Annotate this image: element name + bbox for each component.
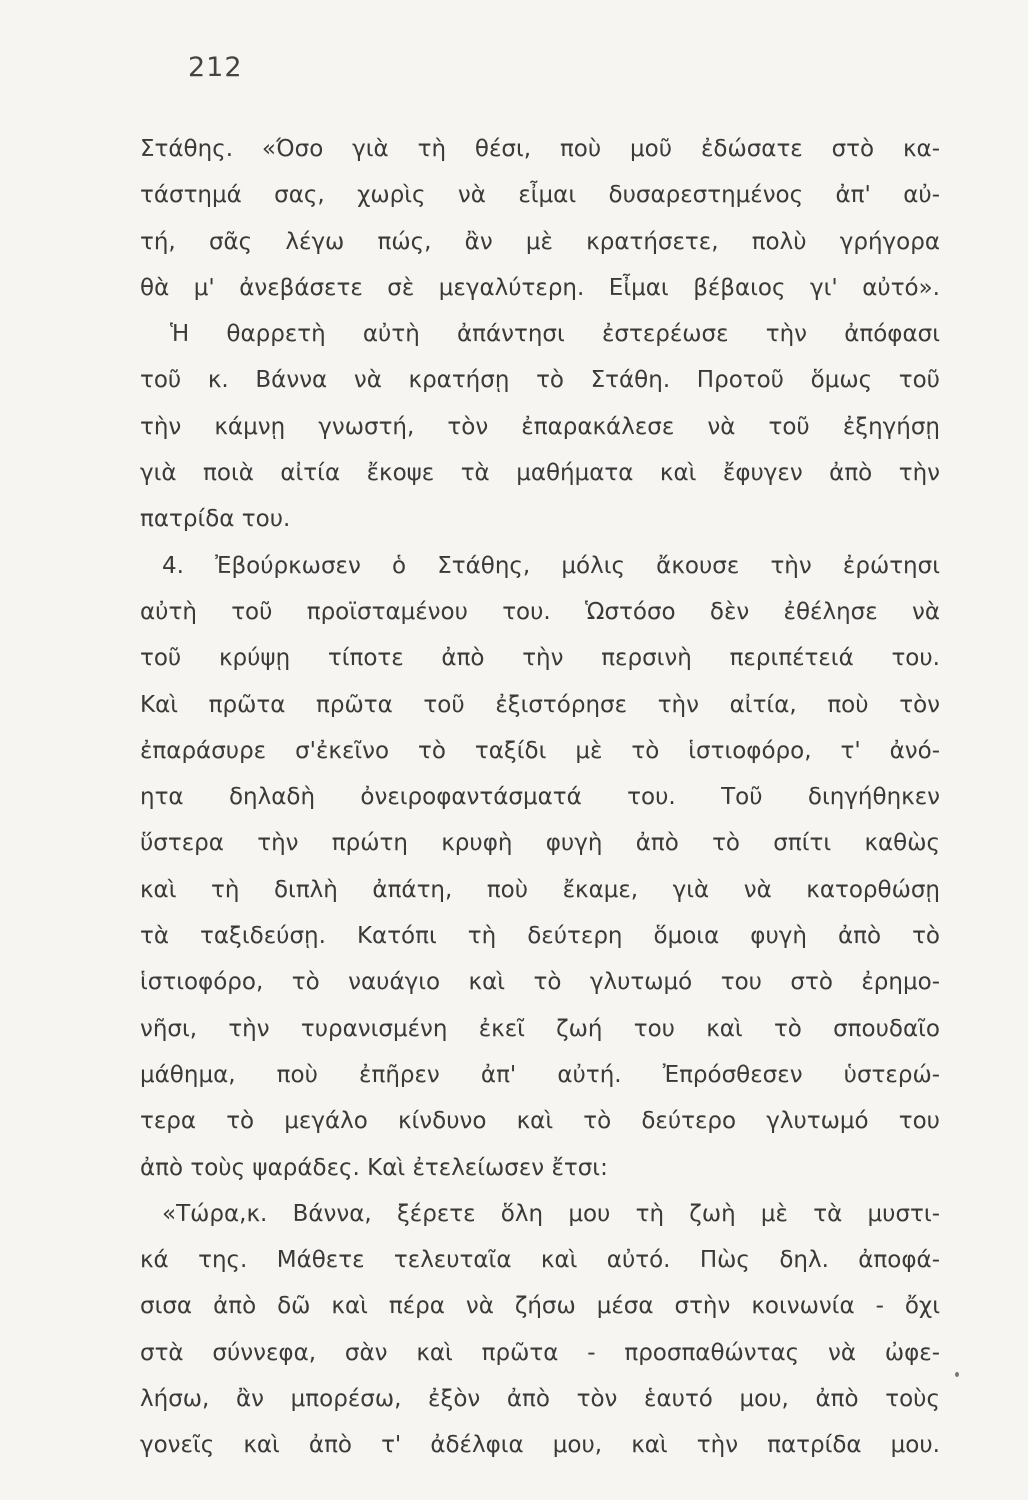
ink-speck <box>955 1372 959 1377</box>
text-line: Ἡ θαρρετὴ αὐτὴ ἀπάντησι ἐστερέωσε τὴν ἀπόφασι <box>170 321 940 348</box>
text-line: τοῦ κ. Βάννα νὰ κρατήσῃ τὸ Στάθη. Προτοῦ ὅμως τοῦ <box>140 367 940 394</box>
text-line: ἀπὸ τοὺς ψαράδες. Καὶ ἐτελείωσεν ἔτσι: <box>140 1154 608 1181</box>
text-line: Στάθης. «Όσο γιὰ τὴ θέσι, ποὺ μοῦ ἐδώσατε στὸ κα- <box>140 136 940 162</box>
text-line: πατρίδα του. <box>140 506 291 533</box>
text-line: σισα ἀπὸ δῶ καὶ πέρα νὰ ζήσω μέσα στὴν κοινωνία - ὄχι <box>140 1293 940 1320</box>
text-line: λήσω, ἂν μπορέσω, ἐξὸν ἀπὸ τὸν ἑαυτό μου, ἀπὸ τοὺς <box>140 1386 940 1413</box>
text-line: Καὶ πρῶτα πρῶτα τοῦ ἐξιστόρησε τὴν αἰτία, ποὺ τὸν <box>140 691 940 718</box>
text-line: γιὰ ποιὰ αἰτία ἔκοψε τὰ μαθήματα καὶ ἔφυγεν ἀπὸ τὴν <box>140 460 940 487</box>
text-line: τάστημά σας, χωρὶς νὰ εἶμαι δυσαρεστημένος ἀπ' αὐ- <box>140 182 940 209</box>
text-line: ἐπαράσυρε σ'ἐκεῖνο τὸ ταξίδι μὲ τὸ ἱστιοφόρο, τ' ἀνό- <box>140 737 940 764</box>
body-text <box>140 126 940 1469</box>
text-line: νῆσι, τὴν τυρανισμένη ἐκεῖ ζωή του καὶ τὸ σπουδαῖο <box>140 1015 940 1042</box>
text-line: ητα δηλαδὴ ὀνειροφαντάσματά του. Τοῦ διηγήθηκεν <box>140 784 940 811</box>
text-line: καὶ τὴ διπλὴ ἀπάτη, ποὺ ἔκαμε, γιὰ νὰ κατορθώσῃ <box>140 876 940 903</box>
text-line: θὰ μ' ἀνεβάσετε σὲ μεγαλύτερη. Εἶμαι βέβαιος γι' αὐτό». <box>140 274 940 301</box>
text-line: τοῦ κρύψῃ τίποτε ἀπὸ τὴν περσινὴ περιπέτειά του. <box>140 645 940 672</box>
page-number: 212 <box>188 52 243 83</box>
text-line: τὴν κάμνῃ γνωστή, τὸν ἐπαρακάλεσε νὰ τοῦ ἐξηγήσῃ <box>140 413 940 440</box>
text-line: αὐτὴ τοῦ προϊσταμένου του. Ὡστόσο δὲν ἐθέλησε νὰ <box>140 598 940 625</box>
text-line: γονεῖς καὶ ἀπὸ τ' ἀδέλφια μου, καὶ τὴν πατρίδα μου. <box>140 1432 940 1459</box>
text-line: κά της. Μάθετε τελευταῖα καὶ αὐτό. Πὼς δηλ. ἀποφά- <box>140 1247 940 1274</box>
text-line: ἱστιοφόρο, τὸ ναυάγιο καὶ τὸ γλυτωμό του στὸ ἐρημο- <box>140 969 940 996</box>
text-line: 4. Ἐβούρκωσεν ὁ Στάθης, μόλις ἄκουσε τὴν ἐρώτησι <box>162 552 940 579</box>
text-line: στὰ σύννεφα, σὰν καὶ πρῶτα - προσπαθώντας νὰ ὠφε- <box>140 1339 940 1366</box>
text-line: τὰ ταξιδεύσῃ. Κατόπι τὴ δεύτερη ὅμοια φυγὴ ἀπὸ τὸ <box>140 923 940 950</box>
text-line: τερα τὸ μεγάλο κίνδυνο καὶ τὸ δεύτερο γλυτωμό του <box>140 1108 940 1135</box>
text-line: τή, σᾶς λέγω πώς, ἂν μὲ κρατήσετε, πολὺ γρήγορα <box>140 228 940 255</box>
text-line: μάθημα, ποὺ ἐπῆρεν ἀπ' αὐτή. Ἐπρόσθεσεν ὑστερώ- <box>140 1061 940 1088</box>
text-line: «Τώρα,κ. Βάννα, ξέρετε ὅλη μου τὴ ζωὴ μὲ τὰ μυστι- <box>162 1200 940 1227</box>
text-line: ὕστερα τὴν πρώτη κρυφὴ φυγὴ ἀπὸ τὸ σπίτι καθὼς <box>140 830 940 857</box>
